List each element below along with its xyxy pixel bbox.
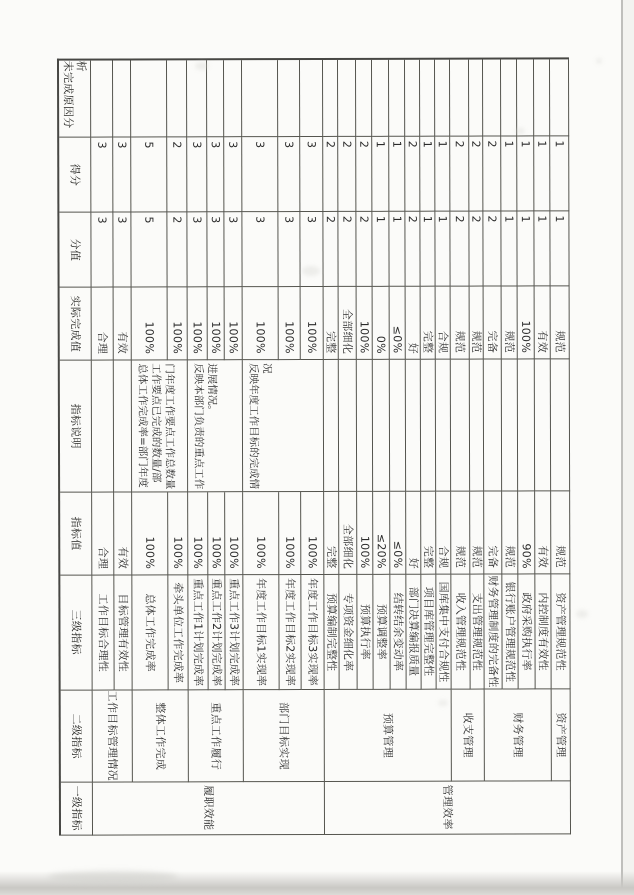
cell-points-r16: 2 <box>405 212 420 287</box>
cell-reason-r2 <box>113 60 131 137</box>
column-header-reason: 未完成原因分析 <box>59 61 91 138</box>
scan-smudge <box>48 871 178 883</box>
scan-speck <box>195 62 209 70</box>
cell-target-r2: 有效 <box>114 492 132 575</box>
cell-points-r10: 3 <box>300 212 323 287</box>
cell-level1-group1: 履职效能 <box>93 782 325 836</box>
cell-actual-r9: 100% <box>279 287 301 360</box>
cell-desc-group4: 反映本部门负责的重点工作进展情况。 <box>188 360 243 492</box>
cell-desc-group17 <box>502 359 518 491</box>
cell-points-r5: 3 <box>187 212 207 287</box>
cell-desc-group12 <box>421 360 436 492</box>
cell-target-r21: 完备 <box>484 492 502 575</box>
cell-score-r10: 3 <box>300 137 323 212</box>
cell-target-r6: 100% <box>208 492 225 575</box>
cell-target-r24: 有效 <box>535 491 551 574</box>
cell-actual-r22: 规范 <box>502 286 518 359</box>
performance-indicator-table <box>57 57 571 835</box>
cell-target-r13: 100% <box>357 492 373 575</box>
cell-score-r2: 3 <box>113 137 131 212</box>
cell-reason-r5 <box>187 60 207 137</box>
cell-level3-r4: 牵头单位工作完成率 <box>168 575 188 690</box>
cell-reason-r18 <box>435 60 450 137</box>
cell-level3-r13: 预算执行率 <box>357 575 373 690</box>
cell-level1-group2: 管理效率 <box>325 781 571 835</box>
cell-points-r25: 1 <box>550 211 569 286</box>
cell-actual-r14: 0% <box>373 287 390 360</box>
cell-actual-r11: 完整 <box>324 287 339 360</box>
cell-score-r20: 2 <box>469 137 483 212</box>
cell-desc-group1 <box>92 361 114 493</box>
cell-target-r16: 好 <box>406 492 421 575</box>
cell-reason-r13 <box>356 60 372 137</box>
cell-target-r8: 100% <box>243 492 279 575</box>
cell-score-r6: 3 <box>207 137 224 212</box>
column-header-level3: 三级指标 <box>60 576 92 691</box>
cell-reason-r15 <box>389 60 405 137</box>
cell-reason-r11 <box>323 60 338 137</box>
cell-points-r22: 1 <box>501 211 517 286</box>
cell-score-r5: 3 <box>187 137 207 212</box>
cell-target-r3: 100% <box>132 492 168 575</box>
cell-score-r3: 5 <box>131 137 167 212</box>
cell-level3-r8: 年度工作目标1实现率 <box>243 575 279 690</box>
cell-level3-r24: 内控制度有效性 <box>535 574 551 689</box>
cell-target-r4: 100% <box>168 492 188 575</box>
cell-score-r11: 2 <box>323 137 338 212</box>
cell-score-r7: 3 <box>224 137 242 212</box>
cell-actual-r24: 有效 <box>535 286 551 359</box>
cell-actual-r5: 100% <box>188 287 208 360</box>
cell-desc-group5: 反映年度工作目标的完成情况 <box>243 360 324 492</box>
cell-score-r8: 3 <box>242 137 278 212</box>
cell-score-r22: 1 <box>501 136 517 211</box>
cell-score-r14: 1 <box>372 137 389 212</box>
cell-desc-group2 <box>114 360 132 492</box>
cell-target-r14: ≤20% <box>373 492 390 575</box>
cell-reason-r6 <box>207 60 224 137</box>
cell-level2-group2: 整体工作完成 <box>133 690 189 782</box>
cell-actual-r12: 全部细化 <box>339 287 357 360</box>
cell-points-r23: 1 <box>517 211 534 286</box>
cell-points-r1: 3 <box>91 213 113 288</box>
cell-desc-group6 <box>324 360 339 492</box>
cell-level2-group1: 工作目标管理情况 <box>93 690 133 782</box>
cell-reason-r20 <box>469 60 483 137</box>
cell-level2-group4: 部门目标实现 <box>244 690 325 782</box>
column-header-score: 得分 <box>59 138 91 213</box>
cell-score-r25: 1 <box>550 136 569 211</box>
cell-level3-r16: 部门决算编报质量 <box>406 575 421 690</box>
cell-level3-r5: 重点工作1计划完成率 <box>188 575 208 690</box>
page-edge-right-margin <box>623 0 634 895</box>
cell-score-r18: 1 <box>435 137 450 212</box>
cell-level3-r10: 年度工作目标3实现率 <box>301 575 324 690</box>
cell-score-r19: 2 <box>450 137 469 212</box>
cell-desc-group13 <box>436 360 451 492</box>
cell-points-r14: 1 <box>372 212 389 287</box>
cell-points-r6: 3 <box>207 212 224 287</box>
cell-score-r4: 2 <box>167 137 187 212</box>
cell-score-r21: 2 <box>483 137 501 212</box>
cell-target-r12: 全部细化 <box>339 492 357 575</box>
cell-score-r15: 1 <box>389 137 405 212</box>
cell-reason-r22 <box>501 59 517 136</box>
cell-reason-r4 <box>167 60 187 137</box>
cell-points-r12: 2 <box>338 212 356 287</box>
cell-actual-r1: 合理 <box>92 288 114 361</box>
cell-actual-r6: 100% <box>208 287 225 360</box>
cell-desc-group14 <box>451 360 470 492</box>
scan-speck <box>438 700 448 706</box>
cell-reason-r14 <box>372 60 389 137</box>
column-header-actual: 实际完成值 <box>60 288 92 361</box>
cell-reason-r17 <box>420 60 435 137</box>
cell-points-r24: 1 <box>534 211 550 286</box>
cell-points-r15: 1 <box>389 212 405 287</box>
cell-target-r20: 规范 <box>470 492 484 575</box>
cell-reason-r8 <box>242 60 278 137</box>
cell-desc-group9 <box>373 360 390 492</box>
cell-target-r1: 合理 <box>92 493 114 576</box>
column-header-points: 分值 <box>59 213 91 288</box>
cell-level3-r19: 收入管理规范性 <box>451 575 470 690</box>
cell-score-r9: 3 <box>278 137 300 212</box>
cell-level3-r23: 政府采购执行率 <box>518 574 535 689</box>
cell-points-r21: 2 <box>483 212 501 287</box>
cell-points-r7: 3 <box>224 212 242 287</box>
cell-target-r22: 规范 <box>502 491 518 574</box>
scan-speck <box>302 266 320 276</box>
cell-level3-r1: 工作目标合理性 <box>92 576 114 691</box>
cell-target-r11: 完整 <box>324 492 339 575</box>
cell-reason-r24 <box>534 59 550 136</box>
cell-score-r17: 1 <box>420 137 435 212</box>
cell-actual-r2: 有效 <box>114 287 132 360</box>
cell-level3-r17: 项目库管理完整性 <box>421 575 436 690</box>
cell-target-r10: 100% <box>301 492 324 575</box>
column-header-target: 指标值 <box>60 493 92 576</box>
cell-desc-group3: 总体工作完成率=部门年度工作要点已完成的数量/部门年度工作要点工作总数量 <box>132 360 188 492</box>
cell-reason-r16 <box>405 60 420 137</box>
cell-level3-r2: 目标管理有效性 <box>114 575 132 690</box>
cell-target-r7: 100% <box>225 492 243 575</box>
cell-actual-r18: 合规 <box>436 287 451 360</box>
cell-target-r18: 合规 <box>436 492 451 575</box>
cell-desc-group15 <box>470 360 484 492</box>
cell-score-r16: 2 <box>405 137 420 212</box>
cell-points-r19: 2 <box>450 212 469 287</box>
cell-level3-r21: 财务管理制度的完备性 <box>484 575 502 690</box>
cell-points-r13: 2 <box>356 212 372 287</box>
cell-actual-r25: 规范 <box>551 286 570 359</box>
scan-speck <box>515 128 525 134</box>
cell-actual-r21: 完备 <box>484 287 502 360</box>
cell-target-r9: 100% <box>279 492 301 575</box>
cell-score-r23: 1 <box>517 136 534 211</box>
cell-points-r2: 3 <box>113 212 131 287</box>
cell-target-r5: 100% <box>188 492 208 575</box>
cell-level3-r11: 预算编制完整性 <box>324 575 339 690</box>
cell-actual-r17: 完整 <box>421 287 436 360</box>
cell-desc-group7 <box>339 360 357 492</box>
cell-level3-r9: 年度工作目标2实现率 <box>279 575 301 690</box>
cell-reason-r12 <box>338 60 356 137</box>
cell-level3-r20: 支出管理规范性 <box>470 575 484 690</box>
cell-points-r20: 2 <box>469 212 483 287</box>
cell-level3-r3: 总体工作完成率 <box>132 575 168 690</box>
cell-actual-r8: 100% <box>243 287 279 360</box>
cell-reason-r23 <box>517 59 534 136</box>
cell-actual-r4: 100% <box>168 287 188 360</box>
cell-actual-r20: 规范 <box>470 287 484 360</box>
scan-speck <box>596 58 602 64</box>
cell-score-r1: 3 <box>91 138 113 213</box>
cell-actual-r7: 100% <box>225 287 243 360</box>
cell-points-r8: 3 <box>242 212 278 287</box>
cell-desc-group10 <box>390 360 406 492</box>
cell-reason-r3 <box>131 60 167 137</box>
cell-actual-r13: 100% <box>357 287 373 360</box>
cell-points-r17: 1 <box>420 212 435 287</box>
cell-score-r12: 2 <box>338 137 356 212</box>
column-header-desc: 指标说明 <box>60 361 92 493</box>
cell-actual-r19: 规范 <box>451 287 470 360</box>
cell-level2-group3: 重点工作履行 <box>189 690 244 782</box>
cell-level2-group7: 财务管理 <box>485 689 552 781</box>
cell-desc-group19 <box>535 359 551 491</box>
page-edge-line <box>621 0 623 895</box>
cell-reason-r21 <box>483 60 501 137</box>
cell-level3-r12: 专项资金细化率 <box>339 575 357 690</box>
cell-actual-r15: ≤0% <box>390 287 406 360</box>
cell-desc-group18 <box>518 359 535 491</box>
cell-desc-group16 <box>484 360 502 492</box>
scan-speck <box>122 345 130 351</box>
cell-reason-r7 <box>224 60 242 137</box>
cell-target-r23: 90% <box>518 491 535 574</box>
cell-points-r9: 3 <box>278 212 300 287</box>
cell-score-r13: 2 <box>356 137 372 212</box>
cell-level3-r14: 预算调整率 <box>373 575 390 690</box>
cell-actual-r23: 100% <box>518 286 535 359</box>
cell-level3-r6: 重点工作2计划完成率 <box>208 575 225 690</box>
cell-actual-r3: 100% <box>132 287 168 360</box>
cell-reason-r25 <box>550 59 569 136</box>
cell-level3-r18: 国库集中支付合规性 <box>436 575 451 690</box>
column-header-level1: 一级指标 <box>61 783 93 836</box>
cell-level3-r25: 资产管理规范性 <box>551 574 570 689</box>
cell-target-r15: ≤0% <box>390 492 406 575</box>
scan-speck <box>576 610 588 618</box>
cell-actual-r16: 好 <box>406 287 421 360</box>
cell-desc-group8 <box>357 360 373 492</box>
cell-target-r25: 规范 <box>551 491 570 574</box>
cell-desc-group11 <box>406 360 421 492</box>
cell-level3-r15: 结转结余变动率 <box>390 575 406 690</box>
cell-points-r18: 1 <box>435 212 450 287</box>
cell-points-r4: 2 <box>167 212 187 287</box>
cell-reason-r19 <box>450 60 469 137</box>
cell-level3-r7: 重点工作3计划完成率 <box>225 575 243 690</box>
cell-score-r24: 1 <box>534 136 550 211</box>
cell-reason-r1 <box>91 61 113 138</box>
cell-level2-group5: 预算管理 <box>325 690 452 782</box>
cell-level2-group6: 收支管理 <box>452 690 485 782</box>
cell-actual-r10: 100% <box>301 287 324 360</box>
cell-points-r3: 5 <box>131 212 167 287</box>
cell-points-r11: 2 <box>323 212 338 287</box>
cell-level2-group8: 资产管理 <box>552 689 571 781</box>
cell-desc-group20 <box>551 359 570 491</box>
cell-reason-r9 <box>278 60 300 137</box>
column-header-level2: 二级指标 <box>61 691 93 783</box>
cell-target-r19: 规范 <box>451 492 470 575</box>
cell-reason-r10 <box>300 60 323 137</box>
cell-target-r17: 完整 <box>421 492 436 575</box>
cell-level3-r22: 银行账户管理规范性 <box>502 574 518 689</box>
